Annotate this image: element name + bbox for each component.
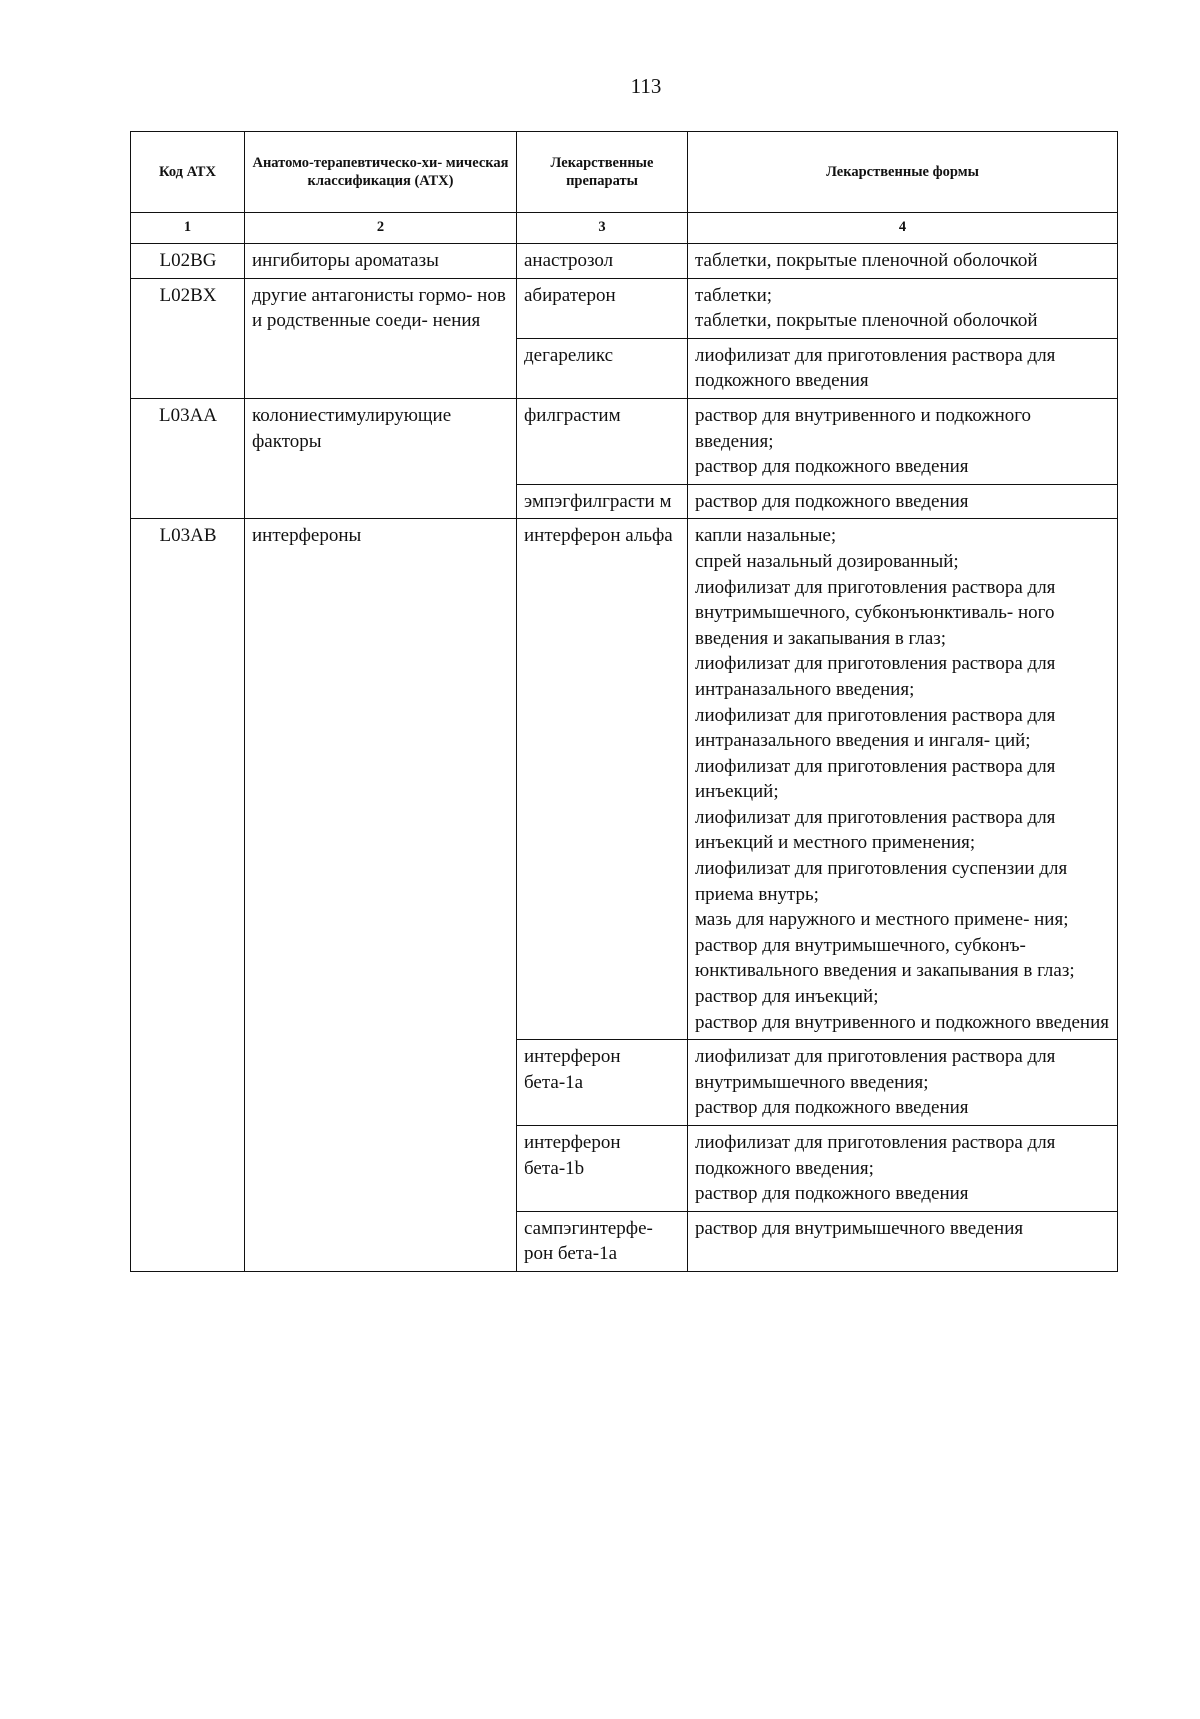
atx-table-body [131,244,1118,1272]
dosage-form-item: раствор для подкожного введения [695,1183,969,1205]
dosage-form-item: раствор для инъекций; [695,986,879,1008]
column-number: 1 [131,213,245,244]
dosage-form-item: лиофилизат для приготовления раствора для инъекций; [695,755,1056,803]
dosage-form-item: мазь для наружного и местного примене- ния; [695,909,1069,931]
dosage-form-item: раствор для подкожного введения [695,1097,969,1119]
atx-code-cell: L02BX [131,278,245,398]
header-forms: Лекарственные формы [688,132,1118,213]
dosage-form-item: раствор для внутримышечного введения [695,1217,1024,1239]
dosage-form-item: раствор для внутривенного и подкожного введения [695,1011,1109,1033]
table-row [131,519,1118,1040]
classification-cell: интерфероны [245,519,517,1272]
drug-name-cell: филграстим [517,398,688,484]
dosage-forms-cell [688,278,1118,338]
drug-name-cell: анастрозол [517,244,688,279]
dosage-form-item: спрей назальный дозированный; [695,550,959,572]
drug-name-cell: интерферон альфа [517,519,688,1040]
drug-name-cell: интерферон бета-1a [517,1040,688,1126]
drug-name-cell: интерферон бета-1b [517,1126,688,1212]
column-number: 2 [245,213,517,244]
dosage-form-item: таблетки, покрытые пленочной оболочкой [695,310,1038,332]
drug-name-cell: абиратерон [517,278,688,338]
dosage-form-item: лиофилизат для приготовления раствора для подкожного введения [695,344,1056,392]
dosage-forms-cell [688,519,1118,1040]
column-number: 3 [517,213,688,244]
dosage-form-item: лиофилизат для приготовления раствора для внутримышечного введения; [695,1046,1056,1093]
dosage-form-item: раствор для внутривенного и подкожного введения; [695,404,1032,452]
classification-cell: ингибиторы ароматазы [245,244,517,279]
dosage-forms-cell [688,1126,1118,1212]
dosage-form-item: раствор для внутримышечного, субконъ- юнктивального введения и закапывания в глаз; [695,934,1075,982]
dosage-form-item: лиофилизат для приготовления раствора для интраназального введения; [695,653,1056,700]
drug-name-cell: дегареликс [517,338,688,398]
dosage-forms-cell [688,484,1118,519]
atx-code-cell: L02BG [131,244,245,279]
dosage-form-item: капли назальные; [695,525,837,547]
atx-code-cell: L03AB [131,519,245,1272]
classification-cell: другие антагонисты гормо- нов и родственные соеди- нения [245,278,517,398]
table-row [131,278,1118,338]
column-number: 4 [688,213,1118,244]
dosage-form-item: таблетки, покрытые пленочной оболочкой [695,250,1038,271]
header-classification: Анатомо-терапевтическо-хи- мическая классификация (АТХ) [245,132,517,213]
dosage-forms-cell [688,1040,1118,1126]
classification-cell: колониестимулирующие факторы [245,398,517,518]
dosage-forms-cell [688,244,1118,279]
page-number: 113 [630,74,662,98]
dosage-form-item: лиофилизат для приготовления раствора для инъекций и местного применения; [695,806,1056,854]
dosage-form-item: лиофилизат для приготовления раствора для внутримышечного, субконъюнктиваль- ного введения и закапывания в глаз; [695,576,1056,649]
atx-code-cell: L03AA [131,398,245,518]
dosage-form-item: лиофилизат для приготовления раствора для интраназального введения и ингаля- ций; [695,704,1056,752]
header-row [131,132,1118,213]
dosage-form-item: раствор для подкожного введения [695,456,969,478]
dosage-forms-cell [688,338,1118,398]
dosage-forms-cell [688,1211,1118,1271]
dosage-form-item: таблетки; [695,284,773,306]
dosage-form-item: лиофилизат для приготовления суспензии для приема внутрь; [695,858,1068,905]
header-drugs: Лекарственные препараты [517,132,688,213]
table-row [131,244,1118,279]
header-code: Код АТХ [131,132,245,213]
table-row [131,398,1118,484]
dosage-form-item: лиофилизат для приготовления раствора для подкожного введения; [695,1132,1056,1179]
column-number-row [131,213,1118,244]
dosage-form-item: раствор для подкожного введения [695,490,969,512]
dosage-forms-cell [688,398,1118,484]
drug-name-cell: эмпэгфилграсти м [517,484,688,519]
atx-table [130,131,1118,1272]
drug-name-cell: сампэгинтерфе- рон бета-1a [517,1211,688,1271]
